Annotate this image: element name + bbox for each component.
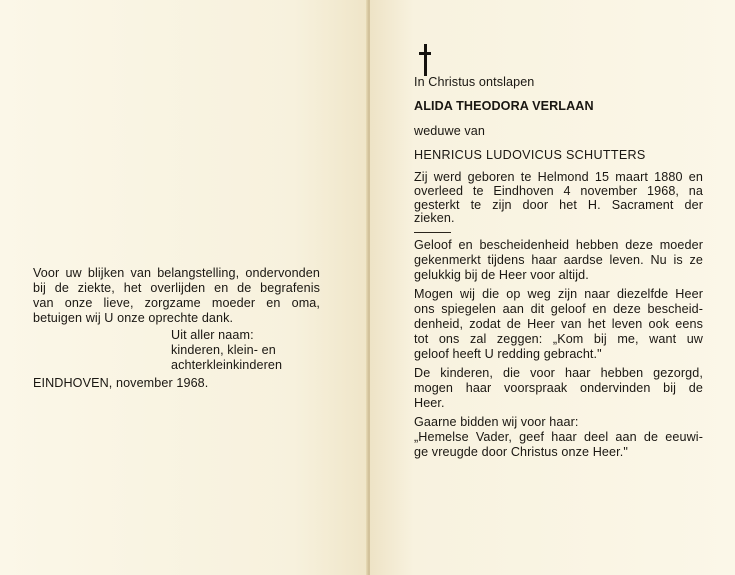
para1-line-2: gekenmerkt tijdens haar aardse leven. Nu is ze — [414, 253, 703, 267]
bio-line-1: Zij werd geboren te Helmond 15 maart 1880 en — [414, 170, 703, 184]
thanks-line-1: Voor uw blijken van belangstelling, ondervonden — [33, 266, 320, 280]
signature-line-2: kinderen, klein- en — [171, 343, 276, 357]
separator-line — [414, 232, 451, 233]
para2-line-1: Mogen wij die op weg zijn naar diezelfde Heer — [414, 287, 703, 301]
para3-line-1: De kinderen, die voor haar hebben gezorgd, — [414, 366, 703, 380]
para1-line-3: gelukkig bij de Heer voor altijd. — [414, 268, 589, 282]
signature-line-3: achterkleinkinderen — [171, 358, 283, 372]
para2-line-3: denheid, zodat de Heer van het leven ook eens — [414, 317, 703, 331]
para2-line-2: ons spiegelen aan dit geloof en deze bescheid- — [414, 302, 703, 316]
deceased-name: ALIDA THEODORA VERLAAN — [414, 99, 594, 113]
signature-line-1: Uit aller naam: — [171, 328, 254, 342]
latin-cross-icon — [419, 44, 431, 76]
para2-line-4: tot ons zal zeggen: „Kom bij me, want uw — [414, 332, 703, 346]
para1-line-1: Geloof en bescheidenheid hebben deze moeder — [414, 238, 703, 252]
spouse-name: HENRICUS LUDOVICUS SCHUTTERS — [414, 148, 646, 162]
thanks-line-3: van onze lieve, zorgzame moeder en oma, — [33, 296, 320, 310]
bio-line-4: zieken. — [414, 211, 455, 225]
para2-line-5: geloof heeft U redding gebracht." — [414, 347, 602, 361]
bio-line-2: overleed te Eindhoven 4 november 1968, na — [414, 184, 703, 198]
para4-line-2: „Hemelse Vader, geef haar deel aan de eeuwi- — [414, 430, 703, 444]
para3-line-2: mogen haar voorspraak ondervinden bij de — [414, 381, 703, 395]
para4-line-1: Gaarne bidden wij voor haar: — [414, 415, 579, 429]
para4-line-3: ge vreugde door Christus onze Heer." — [414, 445, 628, 459]
intro-text: In Christus ontslapen — [414, 75, 535, 89]
widow-of: weduwe van — [414, 124, 486, 138]
thanks-line-4: betuigen wij U onze oprechte dank. — [33, 311, 234, 325]
place-date: EINDHOVEN, november 1968. — [33, 376, 209, 390]
para3-line-3: Heer. — [414, 396, 445, 410]
bio-line-3: gesterkt te zijn door het H. Sacrament der — [414, 198, 703, 212]
thanks-line-2: bij de ziekte, het overlijden en de begrafenis — [33, 281, 320, 295]
